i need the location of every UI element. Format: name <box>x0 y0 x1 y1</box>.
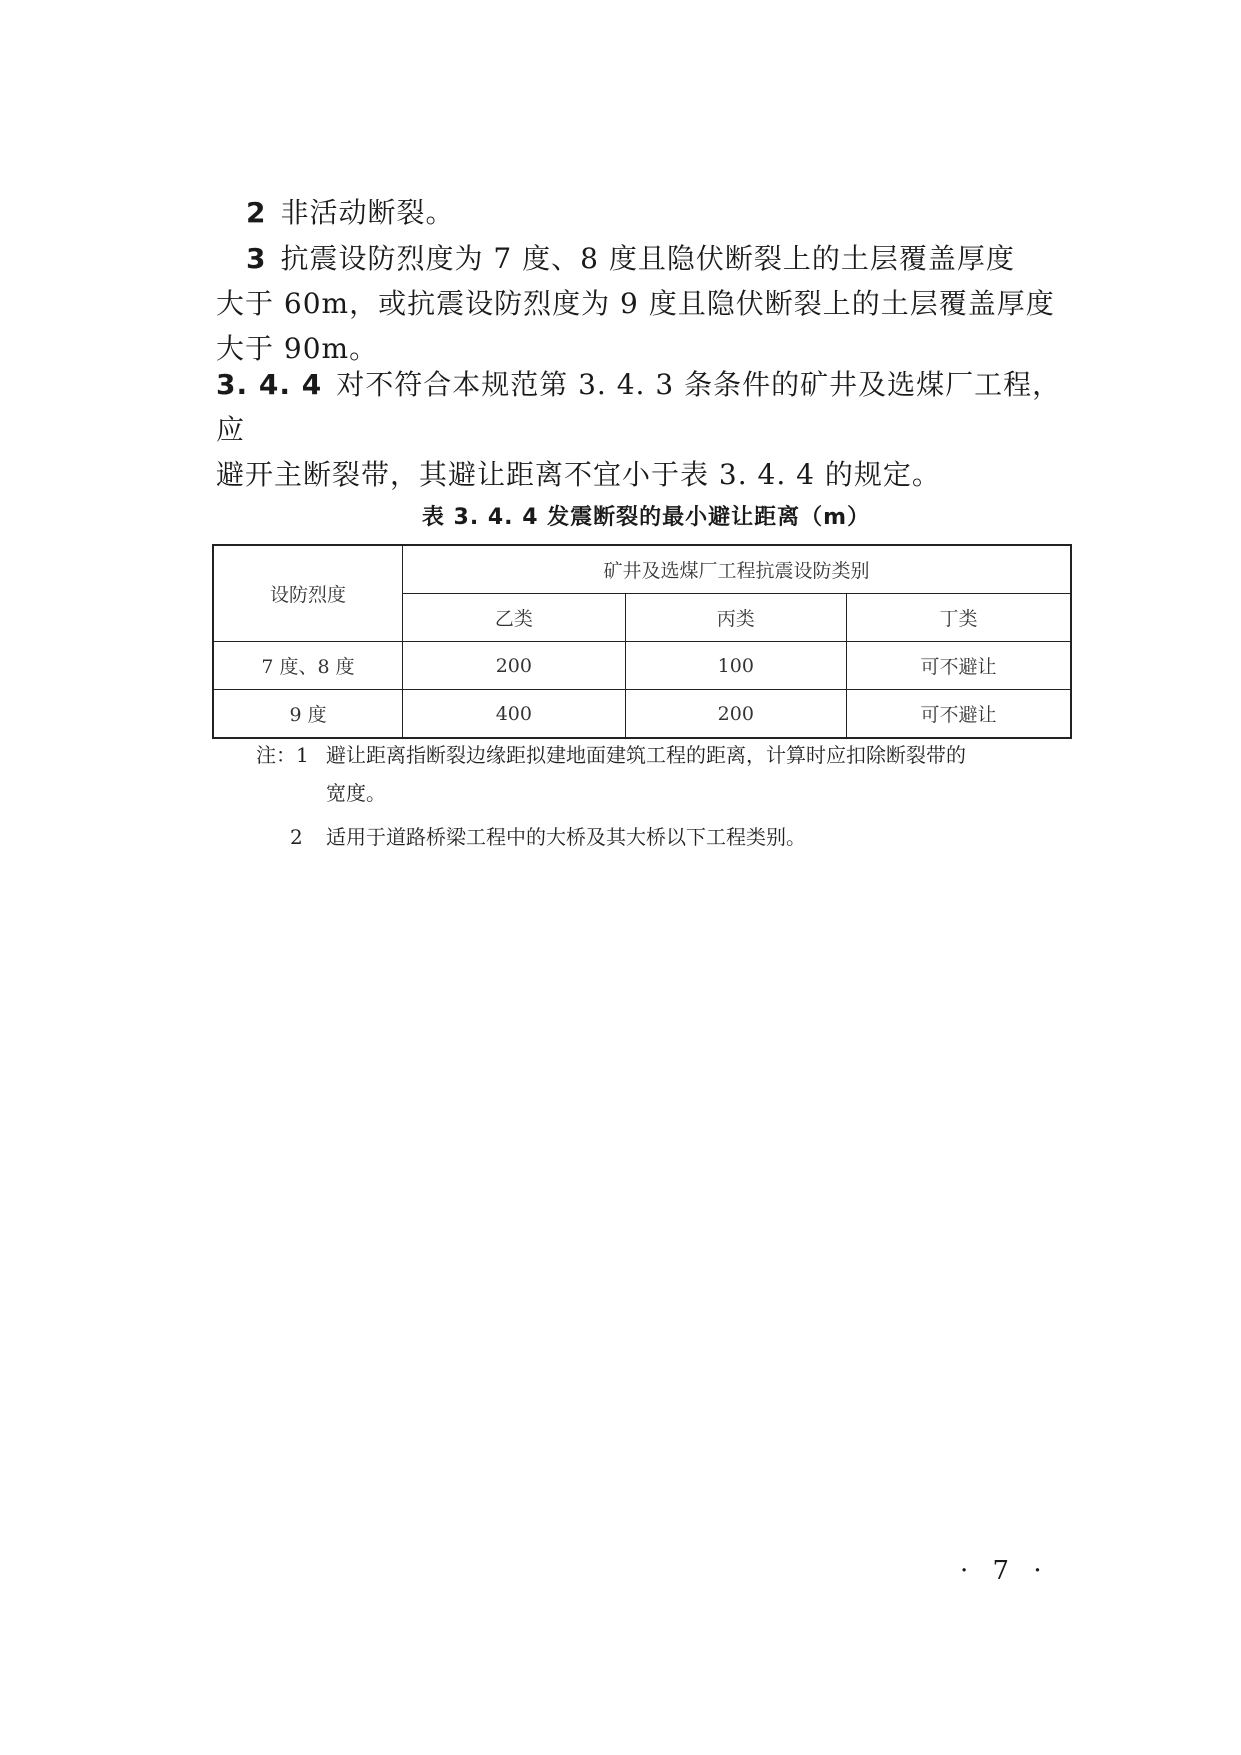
clause-3 <box>216 236 1076 371</box>
note-2-text: 适用于道路桥梁工程中的大桥及其大桥以下工程类别。 <box>326 825 806 849</box>
header-category-group: 矿井及选煤厂工程抗震设防类别 <box>403 545 1071 594</box>
clause-text-line: 对不符合本规范第 3. 4. 3 条条件的矿井及选煤厂工程，应 <box>216 368 1062 446</box>
cell-class-c: 100 <box>625 642 846 690</box>
clause-number: 3 <box>246 242 267 275</box>
cell-class-b: 400 <box>403 690 625 739</box>
cell-intensity: 9 度 <box>213 690 403 739</box>
note-label: 注：1 <box>256 743 309 767</box>
table-row <box>213 690 1071 739</box>
header-class-c: 丙类 <box>625 594 846 642</box>
note-1-text: 避让距离指断裂边缘距拟建地面建筑工程的距离，计算时应扣除断裂带的 <box>326 743 966 767</box>
clause-text-line: 避开主断裂带，其避让距离不宜小于表 3. 4. 4 的规定。 <box>216 458 941 491</box>
cell-class-c: 200 <box>625 690 846 739</box>
header-class-b: 乙类 <box>403 594 625 642</box>
clause-text-line: 大于 90m。 <box>216 332 379 365</box>
clause-text: 非活动断裂。 <box>280 196 455 229</box>
clause-number: 2 <box>246 196 267 229</box>
table-notes <box>256 736 1076 856</box>
note-1-continuation: 宽度。 <box>326 781 386 805</box>
clause-number: 3. 4. 4 <box>216 368 323 401</box>
table-title: 表 3. 4. 4 发震断裂的最小避让距离（m） <box>421 505 871 530</box>
page-number: · 7 · <box>960 1556 1050 1586</box>
table-row <box>213 642 1071 690</box>
clause-3-4-4 <box>216 362 1076 497</box>
cell-intensity: 7 度、8 度 <box>213 642 403 690</box>
header-class-d: 丁类 <box>847 594 1071 642</box>
cell-class-b: 200 <box>403 642 625 690</box>
table-header-row <box>213 545 1071 594</box>
note-2-number: 2 <box>290 825 303 849</box>
cell-class-d: 可不避让 <box>847 690 1071 739</box>
clause-text-line: 大于 60m，或抗震设防烈度为 9 度且隐伏断裂上的土层覆盖厚度 <box>216 287 1055 320</box>
clause-2 <box>246 190 1106 235</box>
clause-text-line: 抗震设防烈度为 7 度、8 度且隐伏断裂上的土层覆盖厚度 <box>280 242 1015 275</box>
header-intensity: 设防烈度 <box>213 545 403 642</box>
avoidance-distance-table <box>212 544 1072 739</box>
cell-class-d: 可不避让 <box>847 642 1071 690</box>
